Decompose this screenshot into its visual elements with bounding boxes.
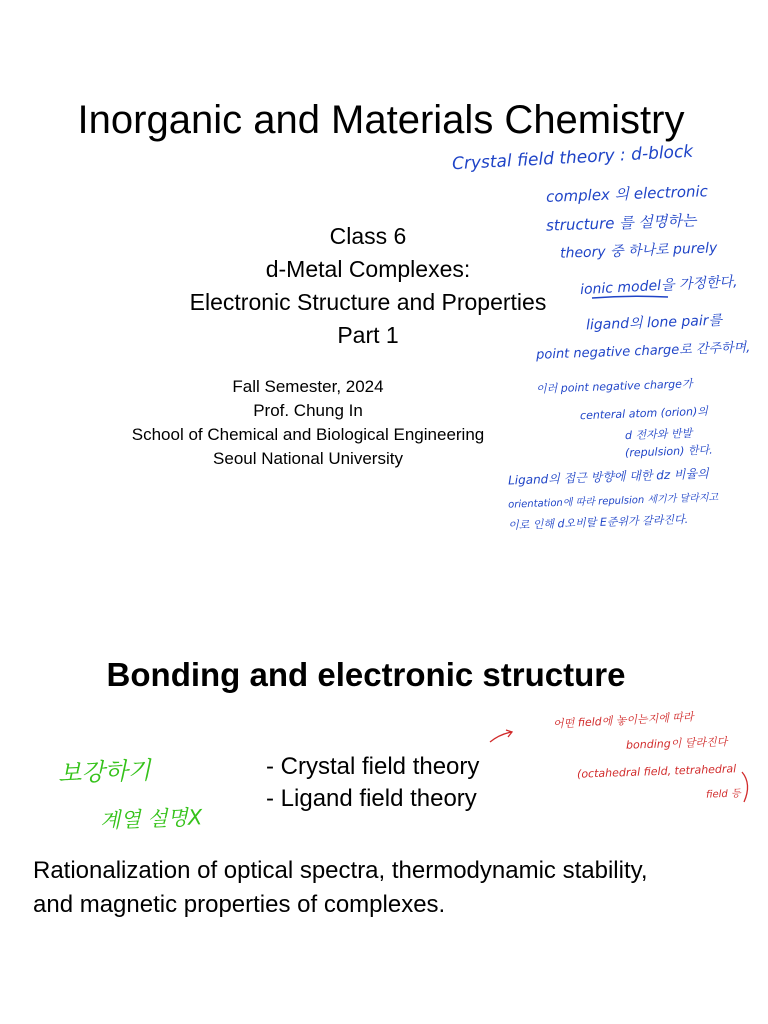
underline-stroke xyxy=(590,293,670,301)
school: School of Chemical and Biological Engineering xyxy=(131,425,485,444)
subtopic-line: Electronic Structure and Properties xyxy=(189,289,547,315)
note-line: 계열 설명X xyxy=(99,805,203,833)
note-line: Crystal field theory : d-block xyxy=(451,141,694,175)
note-line: Ligand의 접근 방향에 대한 dz 비율의 xyxy=(507,466,709,488)
note-line: d 전자와 반발 xyxy=(624,426,693,443)
university: Seoul National University xyxy=(213,449,403,468)
rationale-line: Rationalization of optical spectra, thermodynamic stability, xyxy=(33,857,648,884)
note-line: orientation에 따라 repulsion 세기가 달라지고 xyxy=(507,492,719,511)
note-line: structure 를 설명하는 xyxy=(545,211,697,235)
note-line: ligand의 lone pair를 xyxy=(585,312,723,334)
slide2-title: Bonding and electronic structure xyxy=(106,656,626,693)
note-line: point negative charge로 간주하며, xyxy=(535,340,751,363)
topic-line: d-Metal Complexes: xyxy=(265,256,471,282)
part-line: Part 1 xyxy=(337,322,399,348)
rationale-text xyxy=(33,854,753,922)
note-line: 이러 point negative charge가 xyxy=(535,377,693,396)
class-number: Class 6 xyxy=(329,223,407,249)
rationale-line: and magnetic properties of complexes. xyxy=(33,891,446,918)
note-line: centeral atom (orion)의 xyxy=(579,404,709,423)
note-line: (octahedral field, tetrahedral xyxy=(576,762,737,781)
note-line: (repulsion) 한다. xyxy=(624,443,713,460)
note-line: 보강하기 xyxy=(57,756,152,788)
note-line: complex 의 electronic xyxy=(545,182,709,206)
note-line: bonding이 달라진다 xyxy=(625,735,728,752)
professor: Prof. Chung In xyxy=(253,401,363,420)
slide1-title: Inorganic and Materials Chemistry xyxy=(77,98,685,142)
note-line: theory 중 하나로 purely xyxy=(559,240,718,262)
note-line: ionic model을 가정한다, xyxy=(579,273,738,299)
note-line: field 등 xyxy=(705,788,741,801)
note-line: 이로 인해 d오비탈 E준위가 갈라진다. xyxy=(507,512,689,533)
note-line: 어떤 field에 놓이는지에 따라 xyxy=(552,710,694,731)
crystal-field-theory: - Crystal field theory xyxy=(266,753,480,780)
bracket-stroke xyxy=(738,770,754,804)
arrow-icon xyxy=(488,728,516,746)
theory-list xyxy=(266,751,479,815)
semester: Fall Semester, 2024 xyxy=(232,377,384,396)
ligand-field-theory: - Ligand field theory xyxy=(266,785,477,812)
